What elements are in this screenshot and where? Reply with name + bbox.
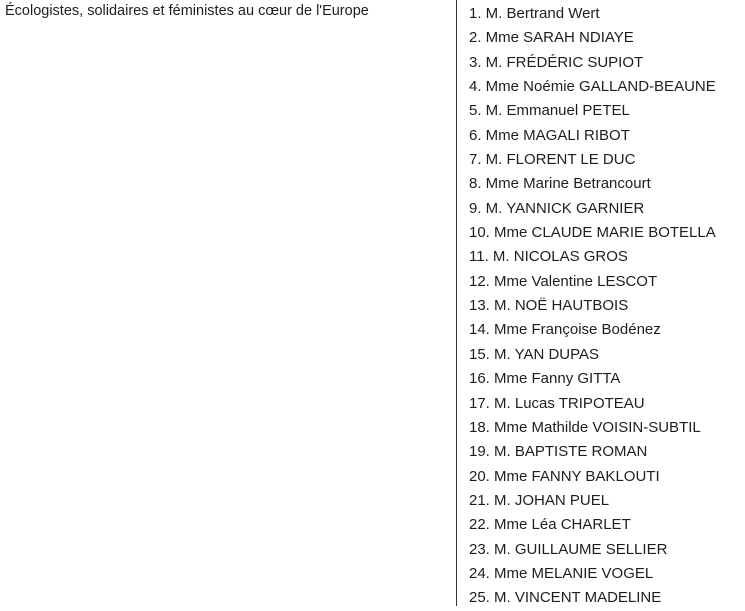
candidate-item: 20. Mme FANNY BAKLOUTI [469, 467, 660, 485]
candidate-item: 21. M. JOHAN PUEL [469, 491, 610, 509]
candidate-item: 25. M. VINCENT MADELINE [469, 589, 662, 607]
list-name: Écologistes, solidaires et féministes au cœur de l'Europe [5, 3, 369, 19]
candidate-item: 16. Mme Fanny GITTA [469, 370, 621, 388]
candidate-list [469, 2, 716, 611]
candidate-item: 1. M. Bertrand Wert [469, 5, 600, 22]
candidate-item: 4. Mme Noémie GALLAND-BEAUNE [469, 78, 716, 96]
candidate-item: 2. Mme SARAH NDIAYE [469, 29, 634, 47]
candidate-item: 19. M. BAPTISTE ROMAN [469, 443, 648, 461]
column-divider [456, 0, 457, 606]
candidate-item: 23. M. GUILLAUME SELLIER [469, 540, 668, 558]
candidate-item: 15. M. YAN DUPAS [469, 345, 600, 363]
candidate-item: 10. Mme CLAUDE MARIE BOTELLA [469, 224, 716, 242]
candidate-item: 12. Mme Valentine LESCOT [469, 272, 658, 290]
candidate-item: 6. Mme MAGALI RIBOT [469, 126, 630, 144]
candidate-item: 5. M. Emmanuel PETEL [469, 102, 630, 120]
candidate-item: 18. Mme Mathilde VOISIN-SUBTIL [469, 418, 701, 436]
candidate-item: 13. M. NOË HAUTBOIS [469, 297, 629, 315]
candidate-item: 8. Mme Marine Betrancourt [469, 175, 651, 193]
candidate-item: 3. M. FRÉDÉRIC SUPIOT [469, 53, 644, 71]
candidate-item: 11. M. NICOLAS GROS [469, 248, 628, 266]
candidate-item: 7. M. FLORENT LE DUC [469, 151, 636, 169]
candidate-item: 14. Mme Françoise Bodénez [469, 321, 661, 339]
candidate-item: 9. M. YANNICK GARNIER [469, 199, 645, 217]
candidate-item: 22. Mme Léa CHARLET [469, 516, 631, 534]
candidate-item: 24. Mme MELANIE VOGEL [469, 564, 654, 582]
candidate-item: 17. M. Lucas TRIPOTEAU [469, 394, 645, 412]
